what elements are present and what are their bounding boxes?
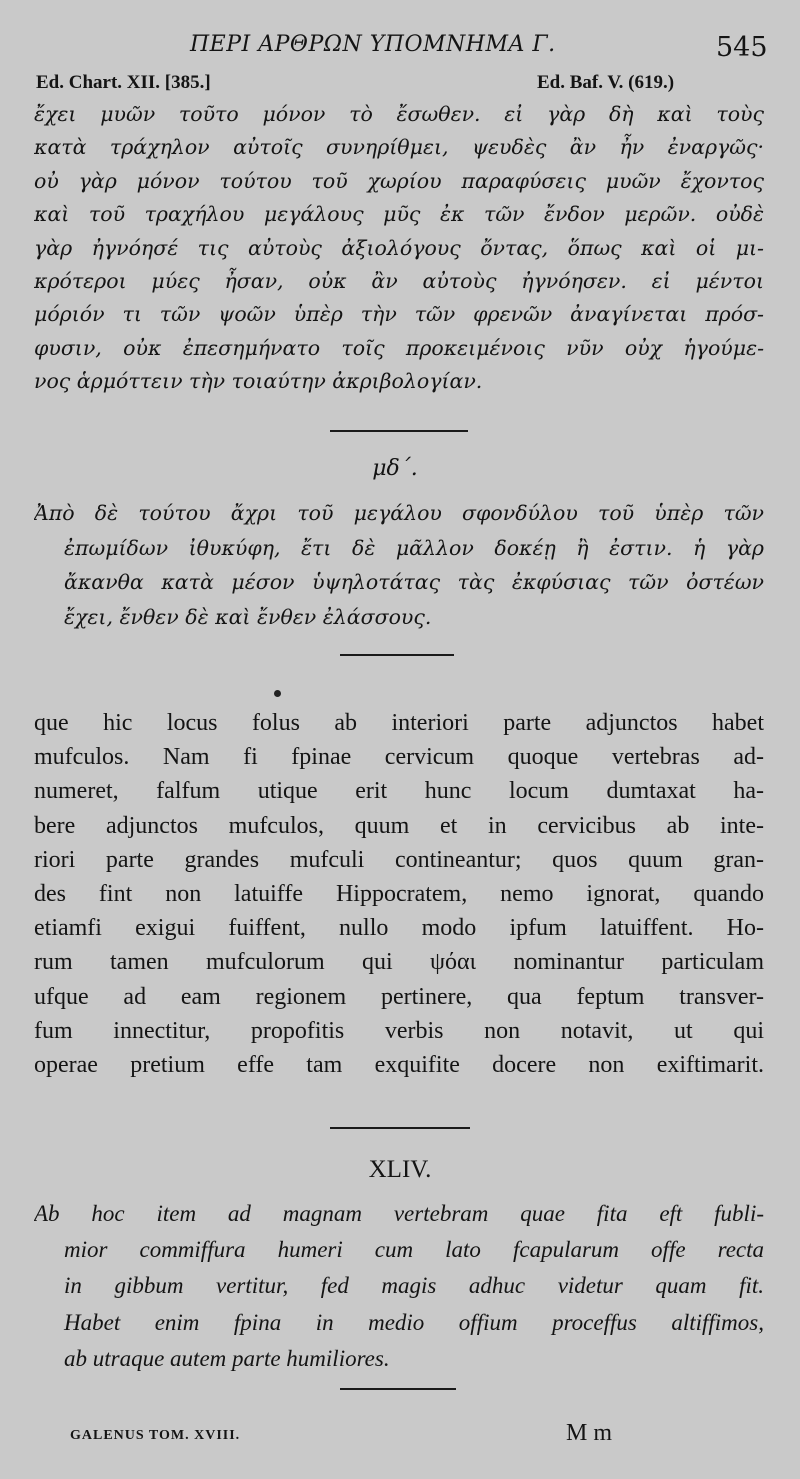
text-line: mufculos. Nam fi fpinae cervicum quoque vertebras ad-: [34, 744, 764, 771]
section-divider: [340, 1388, 456, 1390]
text-line: numeret, falfum utique erit hunc locum dumtaxat ha-: [34, 778, 764, 805]
text-line: ἔχει μυῶν τοῦτο μόνον τὸ ἔσωθεν. εἰ γὰρ δὴ καὶ τοὺς: [34, 102, 764, 126]
section-divider: [340, 654, 454, 656]
edition-reference-left: Ed. Chart. XII. [385.]: [36, 72, 211, 93]
text-line: κατὰ τράχηλον αὐτοῖς συνηρίθμει, ψευδὲς ἂν ἦν ἐναργῶς·: [34, 135, 764, 160]
ink-dot: [274, 690, 281, 697]
text-line: bere adjunctos mufculos, quum et in cervicibus ab inte-: [34, 812, 764, 839]
text-line: in gibbum vertitur, fed magis adhuc videtur quam fit.: [64, 1273, 764, 1299]
printer-signature-left: GALENUS TOM. XVIII.: [70, 1428, 241, 1443]
text-line: rum tamen mufculorum qui ψόαι nominantur particulam: [34, 949, 764, 976]
text-line: ufque ad eam regionem pertinere, qua feptum transver-: [34, 983, 764, 1010]
page-number: 545: [716, 32, 768, 63]
text-line: operae pretium effe tam exquifite docere non exiftimarit.: [34, 1052, 764, 1079]
text-line: ἄκανθα κατὰ μέσον ὑψηλοτάτας τὰς ἐκφύσιας τῶν ὀστέων: [64, 570, 764, 594]
latin-section-number: XLIV.: [368, 1156, 432, 1183]
greek-commentary-paragraph: [34, 98, 764, 399]
text-line: etiamfi exigui fuiffent, nullo modo ipfum latuiffent. Ho-: [34, 915, 764, 942]
text-line: ἐπωμίδων ἰθυκύφη, ἔτι δὲ μᾶλλον δοκέῃ ἢ ἐστιν. ἡ γὰρ: [64, 535, 764, 560]
text-line: Ab hoc item ad magnam vertebram quae fita eft fubli-: [34, 1201, 764, 1226]
text-line: Habet enim fpina in medio offium proceffus altiffimos,: [64, 1309, 764, 1335]
running-title: ΠΕΡΙ ΑΡΘΡΩΝ ΥΠΟΜΝΗΜΑ Γ.: [190, 32, 556, 57]
section-divider: [330, 430, 468, 432]
hippocrates-lemma-greek: [34, 496, 764, 634]
text-line: mior commiffura humeri cum lato fcapularum offe recta: [64, 1237, 764, 1263]
text-line: οὐ γὰρ μόνον τούτου τοῦ χωρίου παραφύσεις μυῶν ἔχοντος: [34, 168, 764, 193]
text-line: des fint non latuiffe Hippocratem, nemo ignorat, quando: [34, 881, 764, 908]
text-line: μόριόν τι τῶν ψοῶν ὑπὲρ τὴν τῶν φρενῶν ἀναγίνεται πρόσ-: [34, 302, 764, 327]
text-line: φυσιν, οὐκ ἐπεσημήνατο τοῖς προκειμένοις νῦν οὐχ ἡγούμε-: [34, 335, 764, 360]
text-line: καὶ τοῦ τραχήλου μεγάλους μῦς ἐκ τῶν ἔνδον μερῶν. οὐδὲ: [34, 202, 764, 227]
text-line: riori parte grandes mufculi contineantur; quos quum gran-: [34, 846, 764, 873]
text-line: que hic locus folus ab interiori parte adjunctos habet: [34, 710, 764, 736]
greek-section-number: μδ΄.: [372, 456, 418, 481]
text-line: νος ἁρμόττειν τὴν τοιαύτην ἀκριβολογίαν.: [34, 369, 483, 394]
latin-commentary-paragraph: [34, 706, 764, 1082]
text-line: ἔχει, ἔνθεν δὲ καὶ ἔνθεν ἐλάσσους.: [64, 604, 432, 629]
section-divider: [330, 1127, 470, 1129]
printer-signature-right: M m: [566, 1420, 613, 1446]
text-line: κρότεροι μύες ἦσαν, οὐκ ἂν αὐτοὺς ἠγνόησεν. εἰ μέντοι: [34, 269, 764, 294]
edition-reference-right: Ed. Baf. V. (619.): [537, 72, 675, 93]
text-line: Ἀπὸ δὲ τούτου ἄχρι τοῦ μεγάλου σφονδύλου τοῦ ὑπὲρ τῶν: [34, 501, 764, 525]
hippocrates-lemma-latin: [34, 1196, 764, 1377]
text-line: ab utraque autem parte humiliores.: [64, 1345, 390, 1371]
text-line: γὰρ ἠγνόησέ τις αὐτοὺς ἀξιολόγους ὄντας, ὅπως καὶ οἱ μι-: [34, 235, 764, 260]
text-line: fum innectitur, propofitis verbis non notavit, ut qui: [34, 1017, 764, 1044]
